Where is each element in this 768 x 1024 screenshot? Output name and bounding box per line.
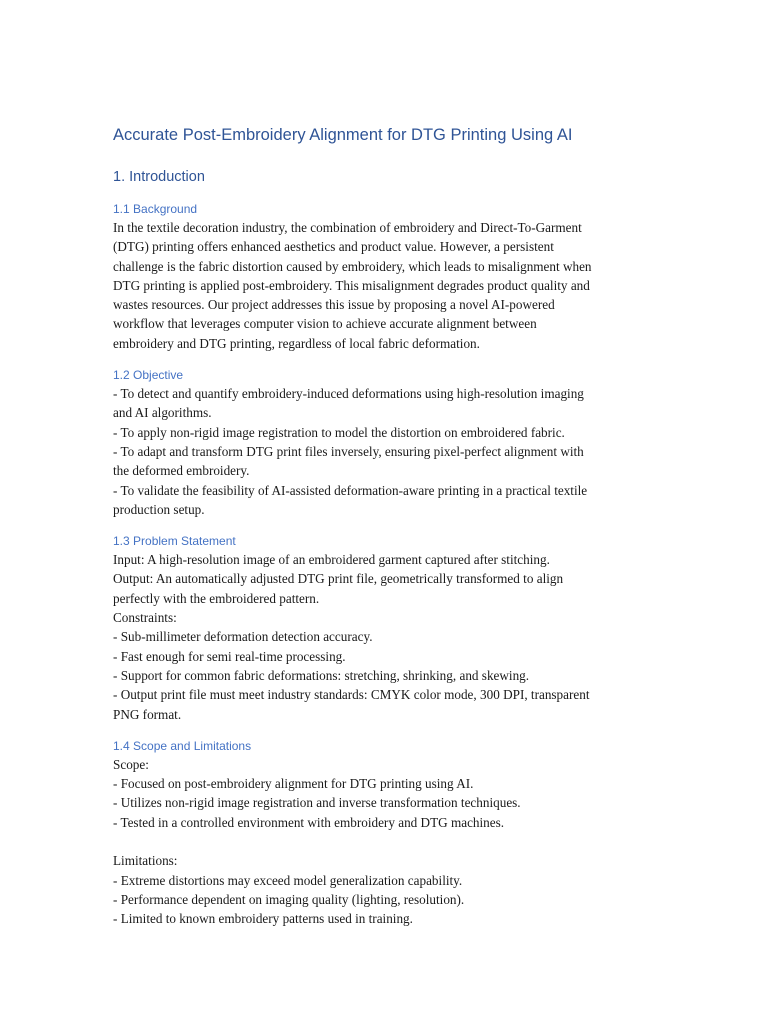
text-line: - To apply non-rigid image registration to model the distortion on embroidered fabric. (113, 424, 565, 440)
section-background (113, 200, 658, 353)
text-line: (DTG) printing offers enhanced aesthetics and product value. However, a persistent (113, 239, 554, 255)
text-line: - Fast enough for semi real-time processing. (113, 648, 346, 664)
document-title: Accurate Post-Embroidery Alignment for DTG Printing Using AI (113, 126, 573, 144)
text-line: - Limited to known embroidery patterns used in training. (113, 911, 413, 927)
text-line: - Support for common fabric deformations: stretching, shrinking, and skewing. (113, 667, 530, 683)
document-page (113, 124, 658, 942)
text-line: production setup. (113, 501, 205, 517)
text-line: Limitations: (113, 853, 178, 869)
text-line: - Extreme distortions may exceed model generalization capability. (113, 872, 463, 888)
text-line: the deformed embroidery. (113, 463, 250, 479)
text-line: and AI algorithms. (113, 405, 212, 421)
text-line: - Output print file must meet industry standards: CMYK color mode, 300 DPI, transparent (113, 687, 590, 703)
scope-paragraph (113, 755, 658, 929)
subsection-heading-scope-limitations: 1.4 Scope and Limitations (113, 738, 252, 753)
text-line: embroidery and DTG printing, regardless of local fabric deformation. (113, 335, 480, 351)
section-objective (113, 366, 658, 519)
text-line: - Utilizes non-rigid image registration and inverse transformation techniques. (113, 795, 521, 811)
text-line: challenge is the fabric distortion caused by embroidery, which leads to misalignment when (113, 258, 592, 274)
problem-paragraph (113, 550, 658, 724)
section-problem-statement (113, 532, 658, 724)
subsection-heading-objective: 1.2 Objective (113, 368, 184, 383)
objective-paragraph (113, 384, 658, 519)
text-line: - To detect and quantify embroidery-induced deformations using high-resolution imaging (113, 386, 584, 402)
text-line: - Performance dependent on imaging quality (lighting, resolution). (113, 891, 465, 907)
text-line: - Tested in a controlled environment with embroidery and DTG machines. (113, 814, 505, 830)
subsection-heading-problem-statement: 1.3 Problem Statement (113, 534, 236, 549)
text-line: Input: A high-resolution image of an embroidered garment captured after stitching. (113, 552, 550, 568)
text-line: In the textile decoration industry, the combination of embroidery and Direct-To-Garment (113, 220, 582, 235)
text-line: - Sub-millimeter deformation detection accuracy. (113, 629, 373, 645)
section-heading-introduction: 1. Introduction (113, 169, 205, 185)
blank-line (113, 832, 658, 851)
text-line: Scope: (113, 756, 149, 772)
text-line: DTG printing is applied post-embroidery. This misalignment degrades product quality and (113, 277, 590, 293)
background-paragraph (113, 218, 658, 353)
subsection-heading-background: 1.1 Background (113, 202, 198, 216)
text-line: - Focused on post-embroidery alignment for DTG printing using AI. (113, 776, 474, 792)
text-line: workflow that leverages computer vision to achieve accurate alignment between (113, 316, 537, 332)
text-line: PNG format. (113, 706, 182, 722)
text-line: Constraints: (113, 610, 177, 626)
text-line: - To validate the feasibility of AI-assisted deformation-aware printing in a practical textile (113, 482, 588, 498)
text-line: Output: An automatically adjusted DTG print file, geometrically transformed to align (113, 571, 564, 587)
text-line: - To adapt and transform DTG print files inversely, ensuring pixel-perfect alignment with (113, 443, 584, 459)
text-line: perfectly with the embroidered pattern. (113, 590, 320, 606)
section-scope-limitations (113, 737, 658, 929)
text-line: wastes resources. Our project addresses this issue by proposing a novel AI-powered (113, 297, 555, 313)
